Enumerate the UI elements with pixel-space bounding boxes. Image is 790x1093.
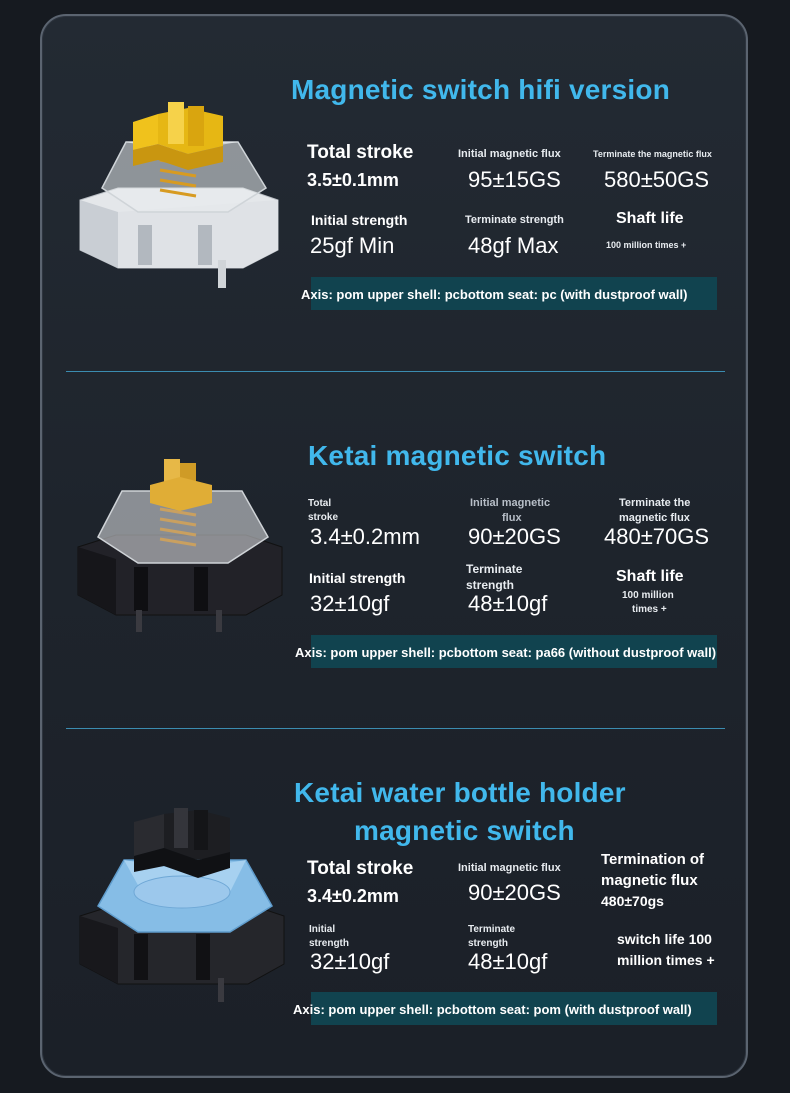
init-strength-label-line1: Initial [309, 924, 336, 935]
term-flux-label-line2: magnetic flux [601, 872, 698, 889]
stroke-label: Total stroke [307, 142, 414, 163]
init-flux-label-line2: flux [502, 512, 522, 524]
term-strength-label-line1: Terminate [468, 924, 516, 935]
water-bottle-switch-image [78, 808, 288, 1008]
init-flux-value: 95±15GS [468, 167, 561, 192]
init-strength-value: 32±10gf [310, 949, 390, 974]
life-label: Shaft life [616, 568, 684, 585]
section-title-line1: Ketai water bottle holder [294, 777, 626, 808]
init-strength-label-line2: strength [309, 938, 349, 949]
term-strength-value: 48±10gf [468, 591, 548, 616]
init-strength-value: 25gf Min [310, 233, 395, 258]
stroke-label: Total stroke [307, 858, 414, 879]
init-flux-label-line1: Initial magnetic [470, 497, 551, 509]
life-label-line1: switch life 100 [617, 931, 712, 947]
term-flux-value: 580±50GS [604, 167, 710, 192]
term-flux-value: 480±70gs [601, 893, 664, 909]
init-flux-value: 90±20GS [468, 524, 561, 549]
ketai-switch-image [76, 455, 286, 635]
init-strength-label: Initial strength [309, 570, 406, 586]
section-title: Ketai magnetic switch [308, 440, 607, 471]
section-title: Magnetic switch hifi version [291, 74, 671, 105]
section-divider [66, 371, 725, 372]
init-strength-label: Initial strength [311, 212, 408, 228]
init-flux-label: Initial magnetic flux [458, 862, 561, 874]
term-flux-label: Terminate the magnetic flux [593, 149, 712, 159]
init-flux-label: Initial magnetic flux [458, 148, 561, 160]
section-divider [66, 728, 725, 729]
init-flux-value: 90±20GS [468, 880, 561, 905]
stroke-value: 3.4±0.2mm [307, 886, 399, 906]
axis-text: Axis: pom upper shell: pcbottom seat: pc (with dustproof wall) [301, 287, 688, 302]
stroke-label-line1: Total [308, 498, 332, 509]
life-value: 100 million times + [606, 240, 687, 250]
stroke-value: 3.5±0.1mm [307, 170, 399, 190]
term-flux-label-line1: Terminate the [619, 497, 691, 509]
term-strength-label: Terminate strength [465, 214, 564, 226]
term-strength-label-line1: Terminate [466, 562, 523, 576]
hifi-switch-image [78, 100, 283, 290]
section-title-line2: magnetic switch [354, 815, 575, 846]
life-value-line1: 100 million [622, 590, 674, 601]
term-strength-value: 48±10gf [468, 949, 548, 974]
axis-text: Axis: pom upper shell: pcbottom seat: pa66 (without dustproof wall) [295, 645, 717, 660]
stroke-label-line2: stroke [308, 512, 339, 523]
term-flux-value: 480±70GS [604, 524, 710, 549]
axis-text: Axis: pom upper shell: pcbottom seat: pom (with dustproof wall) [293, 1002, 692, 1017]
term-flux-label-line2: magnetic flux [619, 512, 690, 524]
term-flux-label-line1: Termination of [601, 851, 705, 868]
term-strength-label-line2: strength [468, 938, 508, 949]
life-label-line2: million times + [617, 952, 715, 968]
stroke-value: 3.4±0.2mm [310, 524, 420, 549]
term-strength-label-line2: strength [466, 578, 514, 592]
init-strength-value: 32±10gf [310, 591, 390, 616]
life-label: Shaft life [616, 210, 684, 227]
term-strength-value: 48gf Max [468, 233, 559, 258]
life-value-line2: times + [632, 604, 667, 615]
